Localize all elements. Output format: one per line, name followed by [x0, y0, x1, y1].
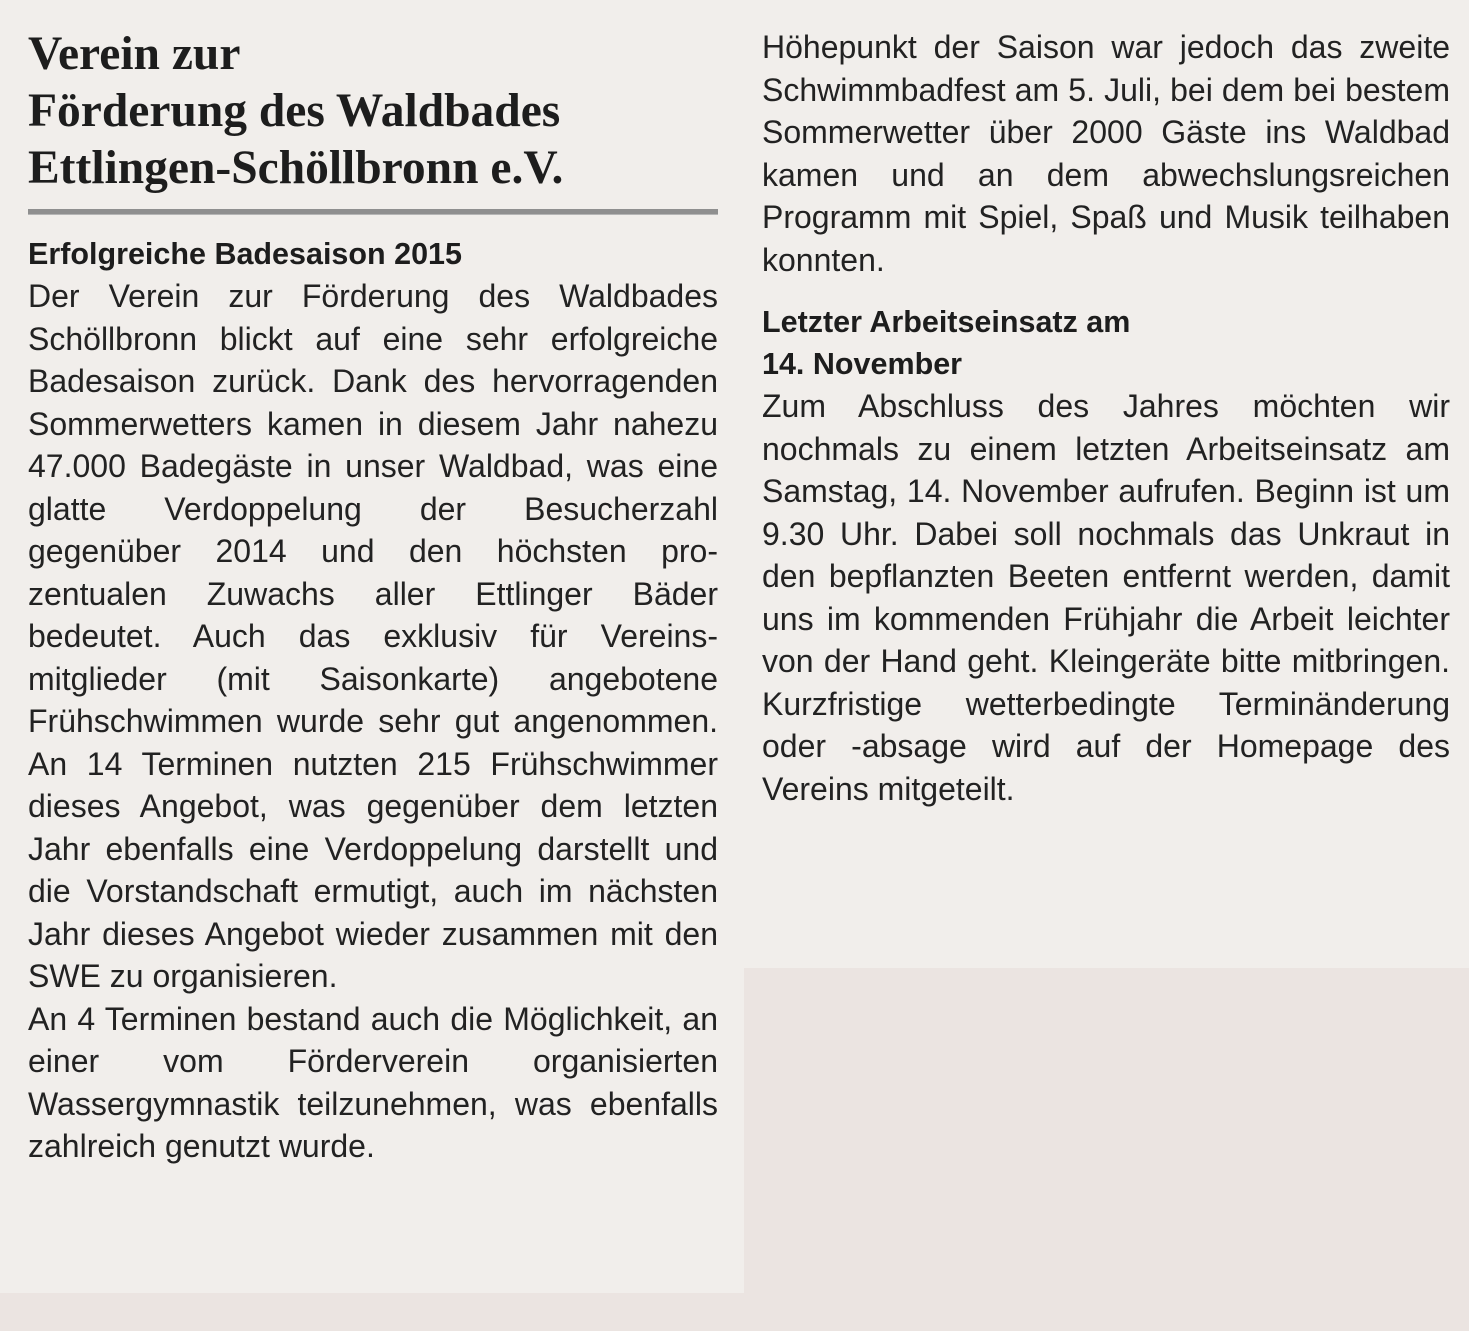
- article-headline: [28, 26, 718, 197]
- section2-paragraph-1: Zum Abschluss des Jahres möchten wir nochmals zu einem letzten Arbeitseinsatz am Samstag, 14. November aufrufen. Beginn ist um 9.30 Uhr. Dabei soll nochmals das Unkraut in den bepflanzten Beeten entfernt werden, damit uns im kommenden Frühjahr die Arbeit leichter von der Hand geht. Kleingeräte bitte mitbringen. Kurzfristige wetterbedingte Terminänderung oder -absage wird auf der Homepage des Vereins mitgeteilt.: [762, 388, 1450, 807]
- section2-heading-line-1: Letzter Arbeitseinsatz am: [762, 305, 1131, 339]
- section2-heading: [762, 301, 1450, 385]
- section1-paragraph-2: An 4 Terminen bestand auch die Möglichkeit, an einer vom Förderverein organisierten Wassergymnastik teilzunehmen, was ebenfalls zahlreich genutzt wurde.: [28, 1000, 718, 1164]
- section1-paragraph-3: Höhepunkt der Saison war jedoch das zweite Schwimmbadfest am 5. Juli, bei dem bei bestem Sommerwetter über 2000 Gäste ins Waldbad kamen und an dem abwechslungsreichen Programm mit Spiel, Spaß und Musik teilhaben konnten.: [762, 29, 1450, 278]
- section1-paragraph-1: Der Verein zur Förderung des Waldbades Schöllbronn blickt auf eine sehr erfolgreiche Badesaison zurück. Dank des hervorragenden Sommerwetters kamen in diesem Jahr nahezu 47.000 Badegäste in unser Waldbad, was eine glatte Verdoppelung der Besucherzahl gegenüber 2014 und den höchsten prozentualen Zuwachs aller Ettlinger Bäder bedeutet. Auch das exklusiv für Vereinsmitglieder (mit Saisonkarte) angebotene Frühschwimmen wurde sehr gut angenommen. An 14 Terminen nutzten 215 Frühschwimmer dieses Angebot, was gegenüber dem letzten Jahr ebenfalls eine Verdoppelung darstellt und die Vorstandschaft ermutigt, auch im nächsten Jahr dieses Angebot wieder zusammen mit den SWE zu organisieren.: [28, 278, 718, 994]
- headline-line-2: Förderung des Waldbades: [28, 85, 561, 137]
- headline-line-1: Verein zur: [28, 28, 241, 80]
- article-right-column: [762, 26, 1450, 810]
- article-left-column: [28, 26, 718, 1168]
- section2-heading-line-2: 14. November: [762, 347, 963, 381]
- headline-rule: [28, 209, 718, 215]
- section1-heading: Erfolgreiche Badesaison 2015: [28, 237, 462, 271]
- headline-line-3: Ettlingen-Schöllbronn e.V.: [28, 142, 564, 194]
